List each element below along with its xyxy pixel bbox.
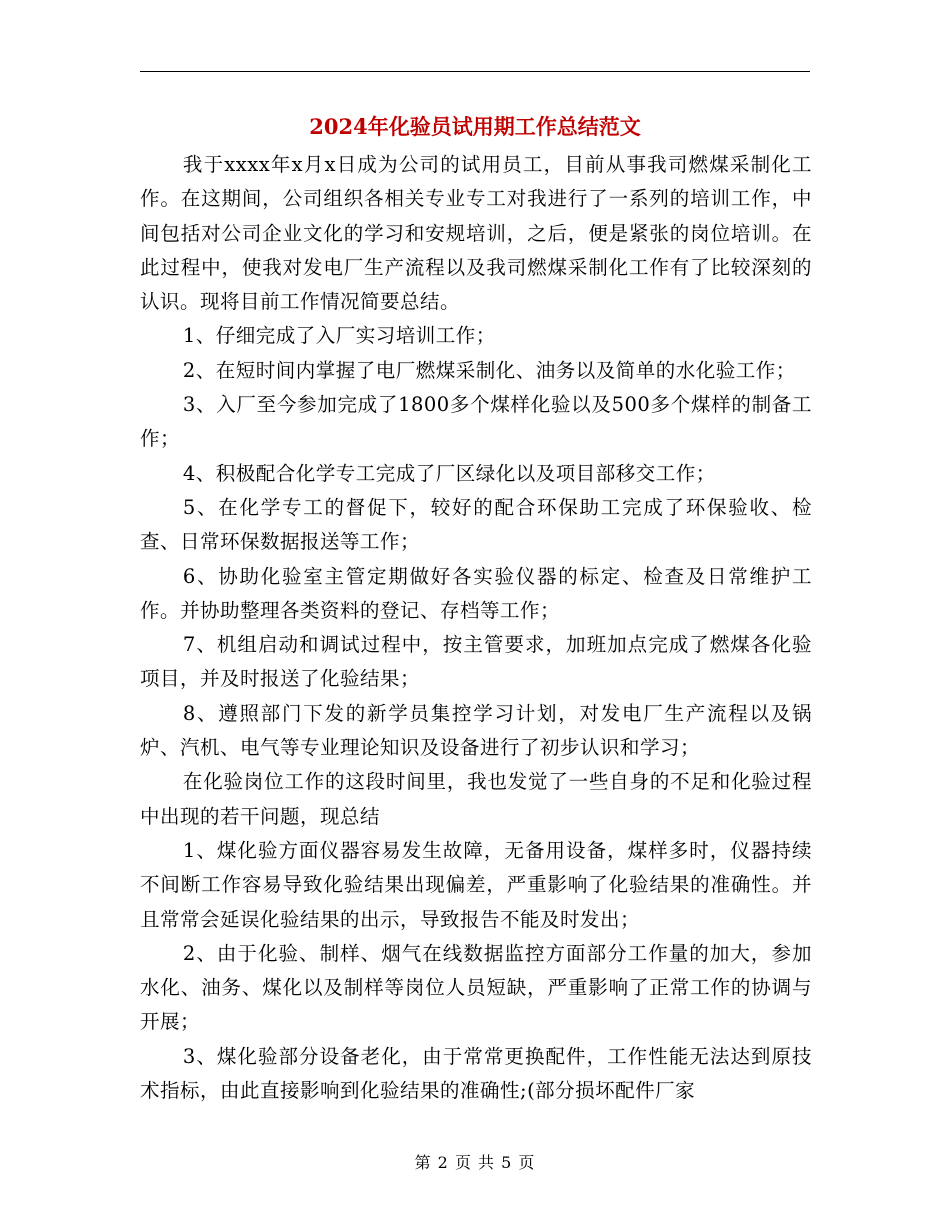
work-item-4: 4、积极配合化学专工完成了厂区绿化以及项目部移交工作； (182, 461, 716, 485)
work-item-2: 2、在短时间内掌握了电厂燃煤采制化、油务以及简单的水化验工作； (182, 358, 796, 382)
page-number: 第 2 页 共 5 页 (414, 1153, 536, 1172)
problem-item-2: 2、由于化验、制样、烟气在线数据监控方面部分工作量的加大，参加水化、油务、煤化以及制样等岗位人员短缺，严重影响了正常工作的协调与开展； (140, 941, 812, 1034)
work-item-3: 3、入厂至今参加完成了1800多个煤样化验以及500多个煤样的制备工作； (140, 393, 812, 451)
page-footer (140, 1152, 810, 1174)
header-rule (140, 71, 810, 72)
work-item-7: 7、机组启动和调试过程中，按主管要求，加班加点完成了燃煤各化验项目，并及时报送了化验结果； (140, 633, 812, 691)
problems-intro-paragraph: 在化验岗位工作的这段时间里，我也发觉了一些自身的不足和化验过程中出现的若干问题，现总结 (140, 770, 812, 828)
document-title: 2024年化验员试用期工作总结范文 (309, 114, 641, 139)
work-item-5: 5、在化学专工的督促下，较好的配合环保助工完成了环保验收、检查、日常环保数据报送等工作； (140, 495, 812, 554)
problem-item-3: 3、煤化验部分设备老化，由于常常更换配件，工作性能无法达到原技术指标，由此直接影响到化验结果的准确性;(部分损坏配件厂家 (140, 1044, 812, 1103)
intro-paragraph: 我于xxxx年x月x日成为公司的试用员工，目前从事我司燃煤采制化工作。在这期间，公司组织各相关专业专工对我进行了一系列的培训工作，中间包括对公司企业文化的学习和安规培训，之后，便是紧张的岗位培训。在此过程中，使我对发电厂生产流程以及我司燃煤采制化工作有了比较深刻的认识。现将目前工作情况简要总结。 (140, 153, 812, 314)
problem-item-1: 1、煤化验方面仪器容易发生故障，无备用设备，煤样多时，仪器持续不间断工作容易导致化验结果出现偏差，严重影响了化验结果的准确性。并且常常会延误化验结果的出示，导致报告不能及时发出； (140, 838, 812, 931)
work-item-8: 8、遵照部门下发的新学员集控学习计划，对发电厂生产流程以及锅炉、汽机、电气等专业理论知识及设备进行了初步认识和学习； (140, 701, 812, 760)
document-body (140, 148, 812, 1108)
work-item-1: 1、仔细完成了入厂实习培训工作； (182, 324, 496, 348)
work-item-6: 6、协助化验室主管定期做好各实验仪器的标定、检查及日常维护工作。并协助整理各类资料的登记、存档等工作； (140, 564, 812, 622)
